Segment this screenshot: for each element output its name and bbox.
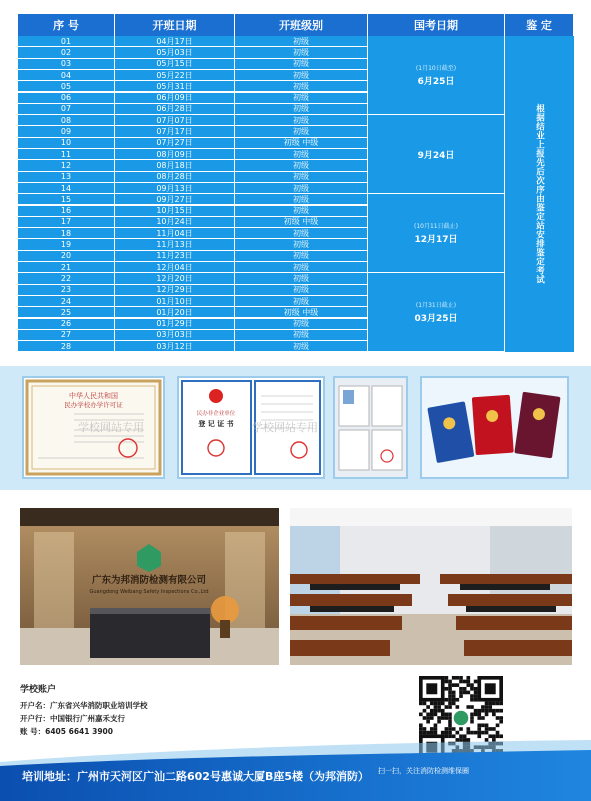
row-start-date: 01月10日 [115,296,235,307]
row-start-date: 09月13日 [115,183,235,194]
row-number: 28 [18,341,115,352]
account-title: 学校账户 [20,685,57,695]
exam-deadline-note: (1月31日截止) [415,302,457,310]
permit-subtitle: 民办学校办学许可证 [64,401,123,409]
row-start-date: 06月28日 [115,104,235,115]
account-name-row [20,699,148,712]
row-level: 初级 [235,206,368,217]
row-number: 22 [18,273,115,284]
row-number: 15 [18,194,115,205]
national-emblem-icon [209,389,223,403]
row-level: 初级 中级 [235,307,368,318]
account-bank-row [20,712,148,725]
exam-date-block [368,273,505,352]
exam-date-block [368,115,505,194]
company-logo-icon [454,711,469,726]
lobby-sign-text: 广东为邦消防检测有限公司 [91,575,207,586]
qualification-booklet-open [333,376,408,479]
exam-date: 12月17日 [414,235,458,246]
table-header-0: 序 号 [18,14,115,36]
row-level: 初级 [235,262,368,273]
row-number: 02 [18,47,115,58]
row-start-date: 05月31日 [115,81,235,92]
registration-title: 民办非企业单位 [196,411,236,417]
row-level: 初级 [235,296,368,307]
row-number: 12 [18,160,115,171]
row-number: 19 [18,239,115,250]
company-lobby-photo [20,508,279,665]
row-start-date: 12月04日 [115,262,235,273]
exam-deadline-note: (10月11日截止) [414,223,458,231]
row-number: 05 [18,81,115,92]
table-header-3: 国考日期 [368,14,505,36]
registration-label: 登 记 证 书 [198,420,234,428]
account-number-label: 账 号： [20,727,46,736]
row-number: 26 [18,319,115,330]
account-name-label: 开户名： [20,701,50,710]
row-number: 21 [18,262,115,273]
row-level: 初级 中级 [235,138,368,149]
training-address: 培训地址：广州市天河区广汕二路602号惠诚大厦B座5楼（为邦消防） [22,770,369,783]
school-account-info [20,682,148,738]
row-level: 初级 [235,341,368,352]
row-level: 初级 [235,115,368,126]
row-start-date: 08月18日 [115,160,235,171]
exam-deadline-note: (1月10日截至) [415,65,457,73]
row-level: 初级 [235,59,368,70]
row-number: 17 [18,217,115,228]
row-level: 初级 [235,70,368,81]
row-start-date: 10月24日 [115,217,235,228]
row-start-date: 11月13日 [115,239,235,250]
row-number: 07 [18,104,115,115]
row-number: 01 [18,36,115,47]
exam-date: 03月25日 [414,314,458,325]
booklets-illustration [422,378,567,477]
row-number: 18 [18,228,115,239]
row-number: 10 [18,138,115,149]
row-start-date: 10月15日 [115,206,235,217]
row-level: 初级 [235,93,368,104]
account-name-value: 广东省兴华消防职业培训学校 [50,701,148,710]
row-start-date: 07月17日 [115,126,235,137]
row-level: 初级 [235,160,368,171]
account-number-row [20,725,148,738]
row-level: 初级 [235,228,368,239]
row-level: 初级 [235,273,368,284]
row-number: 08 [18,115,115,126]
permit-title: 中华人民共和国 [69,392,118,400]
qr-caption: 扫一扫，关注消防检测维保圈 [378,767,469,775]
row-number: 13 [18,172,115,183]
row-start-date: 08月09日 [115,149,235,160]
row-level: 初级 [235,183,368,194]
class-schedule-table [18,14,574,354]
watermark-text: 学校网站专用 [78,421,144,434]
row-number: 25 [18,307,115,318]
row-start-date: 07月27日 [115,138,235,149]
row-level: 初级 [235,126,368,137]
row-start-date: 05月03日 [115,47,235,58]
exam-date: 6月25日 [417,77,455,88]
row-number: 16 [18,206,115,217]
row-start-date: 03月12日 [115,341,235,352]
booklet-illustration [335,378,406,477]
account-bank-label: 开户行： [20,714,50,723]
row-level: 初级 [235,47,368,58]
row-start-date: 05月22日 [115,70,235,81]
table-header-4: 鉴 定 [505,14,574,36]
row-start-date: 07月07日 [115,115,235,126]
row-level: 初级 [235,149,368,160]
exam-date-block [368,36,505,115]
row-start-date: 06月09日 [115,93,235,104]
account-bank-value: 中国银行广州嘉禾支行 [50,714,125,723]
row-level: 初级 [235,285,368,296]
lobby-sign-english: Guangdong Weibang Safety Inspections Co.,Ltd [89,589,209,595]
row-number: 27 [18,330,115,341]
row-start-date: 09月27日 [115,194,235,205]
qualification-booklets [420,376,569,479]
row-level: 初级 [235,81,368,92]
reception-desk [90,612,210,658]
appraisal-note: 根据结业上报先后次序由鉴定站安排鉴定考试 [505,36,574,352]
row-number: 06 [18,93,115,104]
flower-plant [211,596,239,624]
watermark-text: 学校网站专用 [252,421,318,434]
row-start-date: 08月28日 [115,172,235,183]
row-start-date: 05月15日 [115,59,235,70]
row-start-date: 03月03日 [115,330,235,341]
row-number: 23 [18,285,115,296]
row-level: 初级 [235,330,368,341]
account-number-value: 6405 6641 3900 [45,727,113,736]
row-number: 24 [18,296,115,307]
row-level: 初级 [235,172,368,183]
row-start-date: 01月29日 [115,319,235,330]
row-start-date: 11月04日 [115,228,235,239]
row-level: 初级 [235,251,368,262]
table-header-1: 开班日期 [115,14,235,36]
row-start-date: 04月17日 [115,36,235,47]
row-number: 09 [18,126,115,137]
row-level: 初级 中级 [235,217,368,228]
row-start-date: 12月20日 [115,273,235,284]
certificates-strip [0,366,591,490]
row-level: 初级 [235,36,368,47]
row-level: 初级 [235,194,368,205]
exam-date-block [368,194,505,273]
row-start-date: 12月29日 [115,285,235,296]
row-start-date: 11月23日 [115,251,235,262]
row-level: 初级 [235,104,368,115]
exam-date: 9月24日 [417,150,455,161]
row-start-date: 01月20日 [115,307,235,318]
row-number: 20 [18,251,115,262]
classroom-photo [290,508,572,665]
row-number: 04 [18,70,115,81]
row-number: 14 [18,183,115,194]
table-header-2: 开班级别 [235,14,368,36]
row-number: 03 [18,59,115,70]
row-level: 初级 [235,239,368,250]
row-level: 初级 [235,319,368,330]
row-number: 11 [18,149,115,160]
